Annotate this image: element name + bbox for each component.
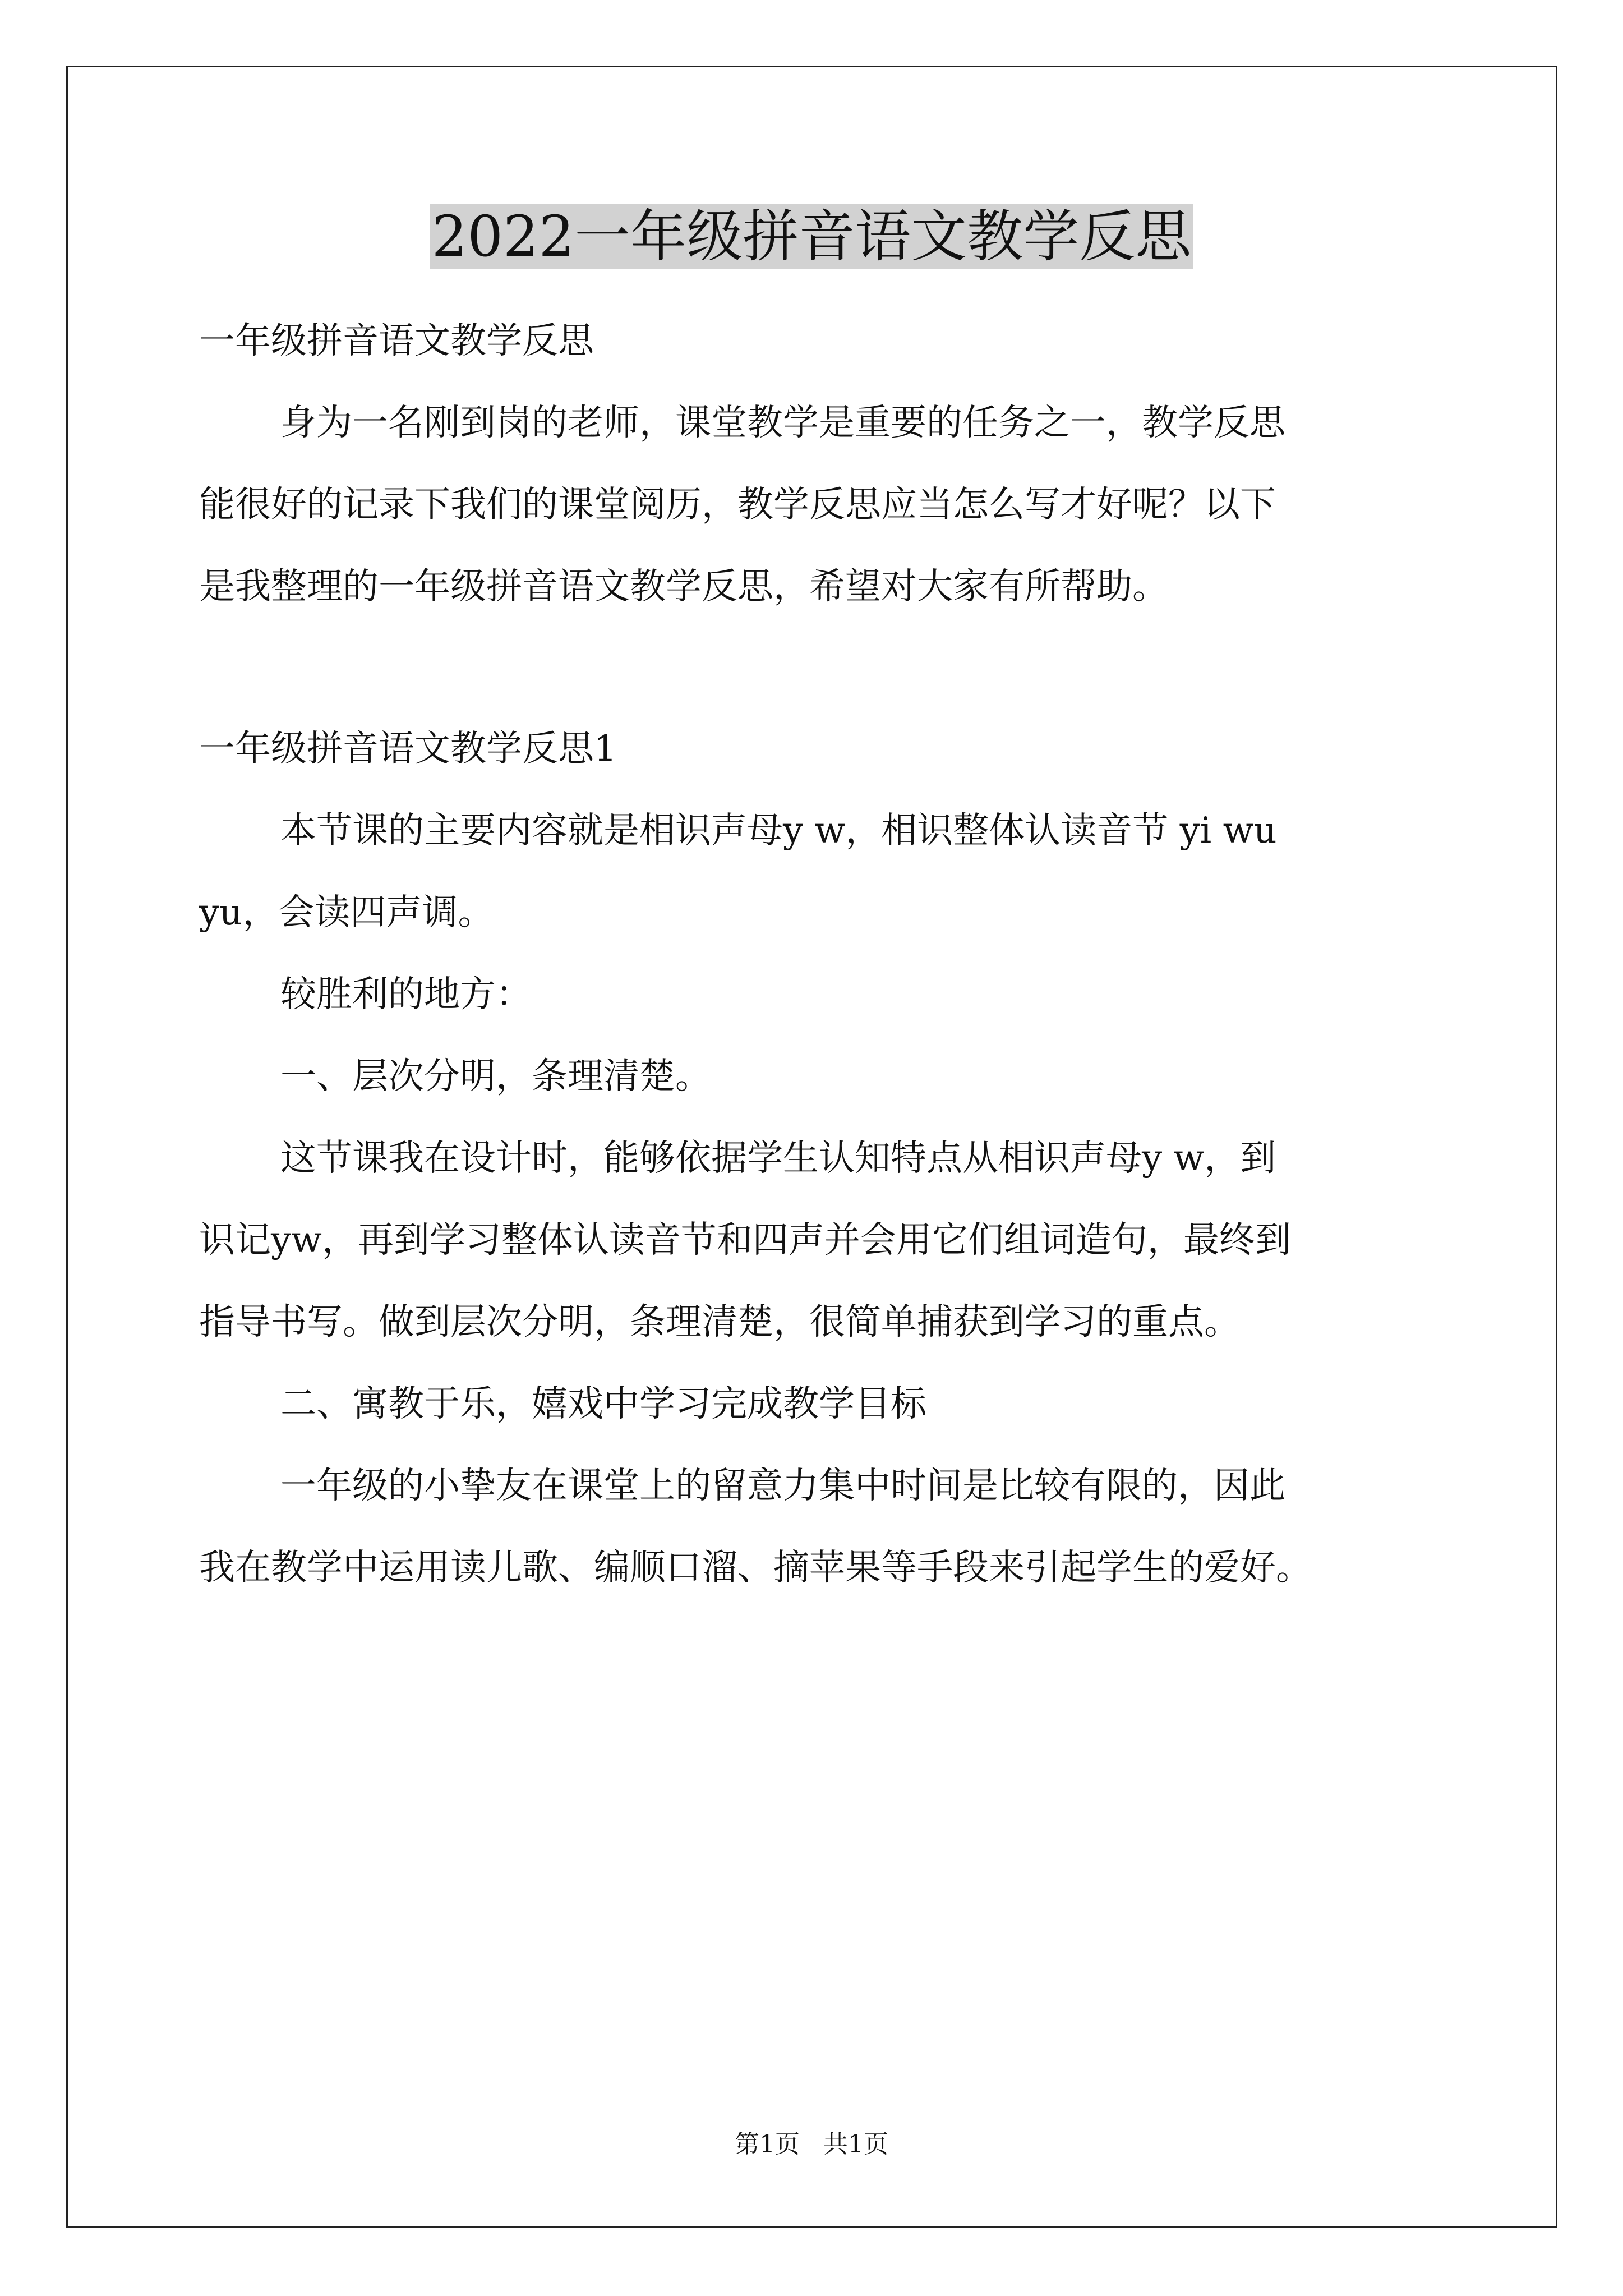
page-footer: 第1页 共1页 (735, 2130, 888, 2159)
body-line: 二、寓教于乐，嬉戏中学习完成教学目标 (280, 1383, 926, 1425)
intro-paragraph-line: 能很好的记录下我们的课堂阅历，教学反思应当怎么写才好呢？以下 (199, 484, 1276, 526)
section-heading: 一年级拼音语文教学反思1 (199, 728, 617, 770)
document-title-block (0, 197, 1623, 276)
body-line: yu，会读四声调。 (199, 892, 494, 933)
body-line: 一年级的小挚友在课堂上的留意力集中时间是比较有限的，因此 (280, 1465, 1285, 1507)
document-body (199, 314, 1427, 1595)
body-line: 一、层次分明，条理清楚。 (280, 1056, 711, 1097)
body-line: 本节课的主要内容就是相识声母y w，相识整体认读音节 yi wu (280, 810, 1277, 852)
body-line: 这节课我在设计时，能够依据学生认知特点从相识声母y w，到 (280, 1138, 1276, 1179)
intro-paragraph-line: 身为一名刚到岗的老师，课堂教学是重要的任务之一，教学反思 (280, 402, 1285, 444)
body-line: 较胜利的地方： (280, 974, 532, 1015)
document-subtitle: 一年级拼音语文教学反思 (199, 320, 594, 362)
body-line: 我在教学中运用读儿歌、编顺口溜、摘苹果等手段来引起学生的爱好。 (199, 1547, 1312, 1589)
body-line: 指导书写。做到层次分明，条理清楚，很简单捕获到学习的重点。 (199, 1301, 1240, 1343)
document-title: 2022一年级拼音语文教学反思 (430, 204, 1194, 269)
body-line: 识记yw，再到学习整体认读音节和四声并会用它们组词造句，最终到 (199, 1220, 1291, 1261)
intro-paragraph-line: 是我整理的一年级拼音语文教学反思，希望对大家有所帮助。 (199, 566, 1168, 608)
